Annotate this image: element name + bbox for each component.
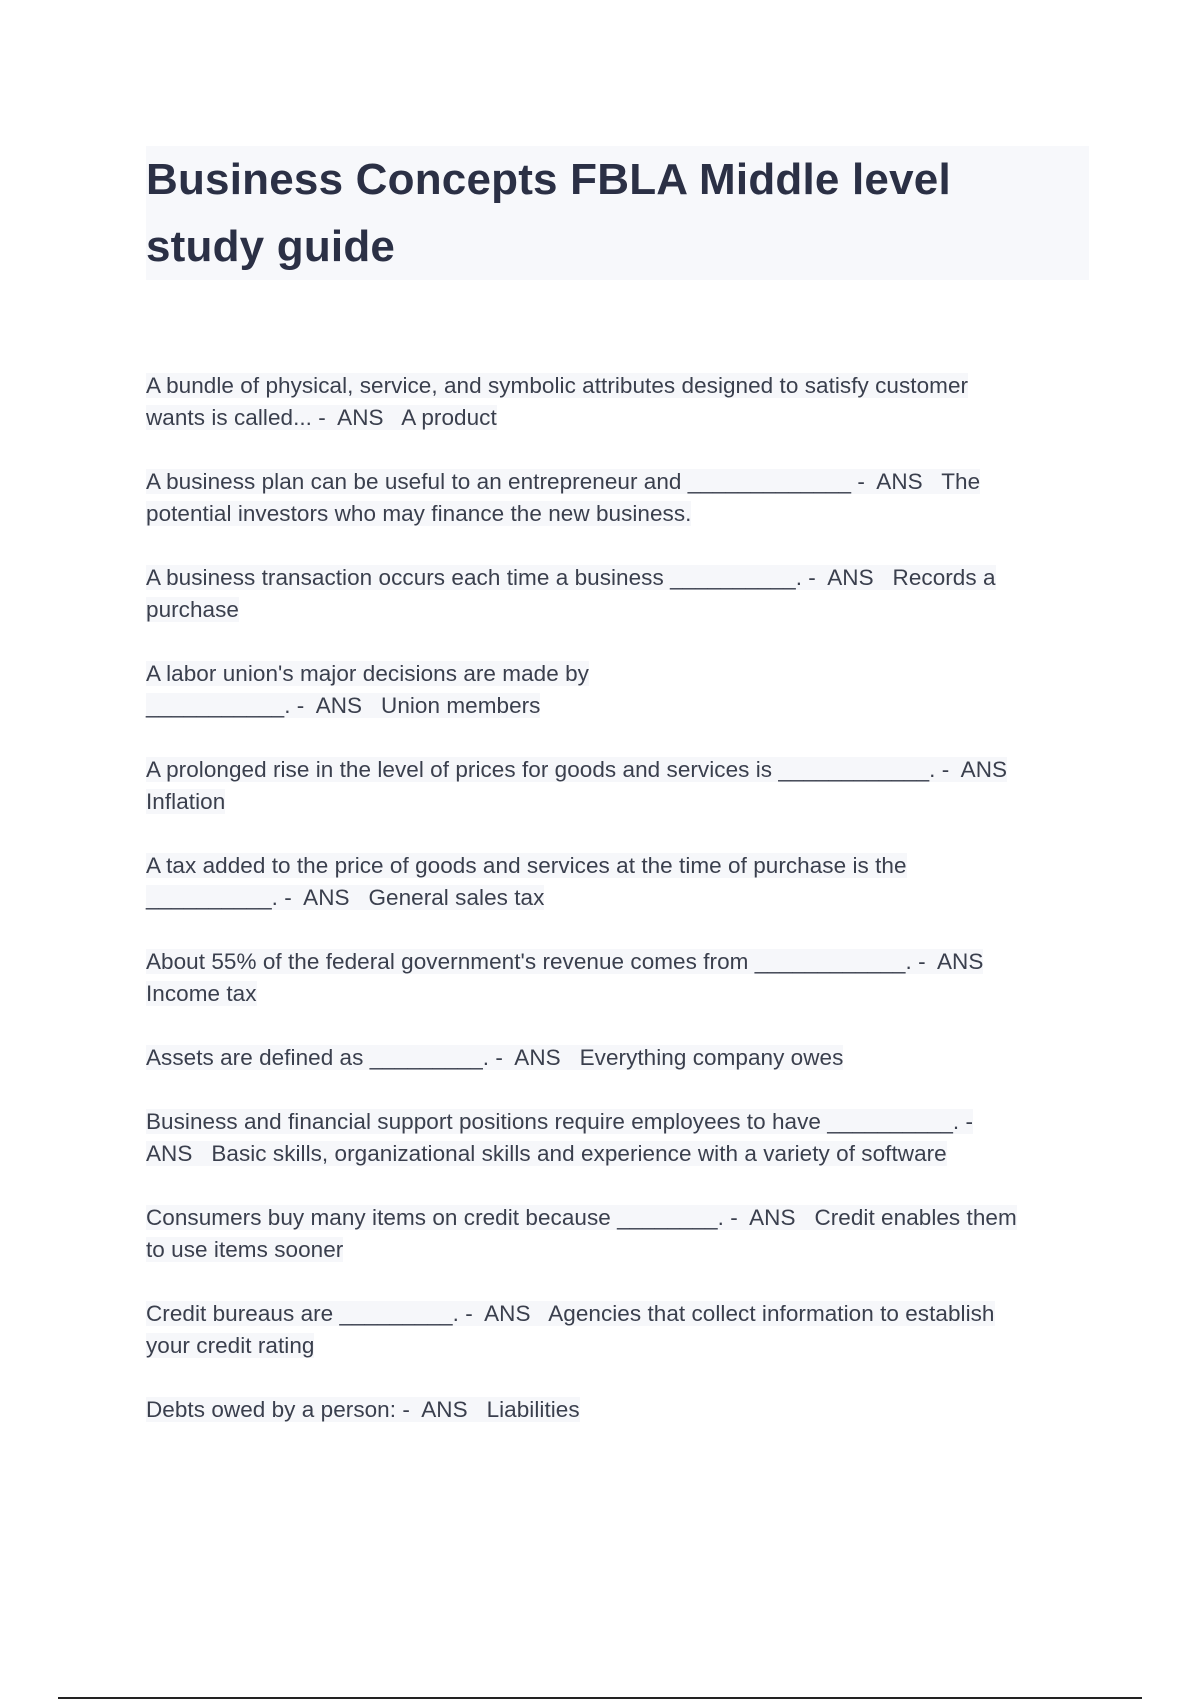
question-text: potential investors who may finance the new business. [146, 501, 692, 526]
question-item [146, 1202, 1096, 1266]
question-text: A tax added to the price of goods and services at the time of purchase is the [146, 853, 907, 878]
question-text: to use items sooner [146, 1237, 344, 1262]
question-text: About 55% of the federal government's revenue comes from ____________. - ANS [146, 949, 984, 974]
question-item [146, 946, 1096, 1010]
question-text: wants is called... - ANS A product [146, 405, 497, 430]
question-item [146, 1394, 1096, 1426]
question-text: ___________. - ANS Union members [146, 693, 541, 718]
question-text: Credit bureaus are _________. - ANS Agencies that collect information to establish [146, 1301, 995, 1326]
question-item [146, 658, 1096, 722]
question-item [146, 754, 1096, 818]
question-item [146, 1298, 1096, 1362]
title-line-2: study guide [146, 222, 396, 271]
question-text: Debts owed by a person: - ANS Liabilities [146, 1397, 580, 1422]
question-text: purchase [146, 597, 239, 622]
footer-divider [58, 1697, 1142, 1699]
title-block [146, 146, 1089, 280]
question-item [146, 850, 1096, 914]
question-text: Business and financial support positions require employees to have __________. - [146, 1109, 974, 1134]
question-item [146, 1042, 1096, 1074]
question-text: Income tax [146, 981, 257, 1006]
question-text: ANS Basic skills, organizational skills and experience with a variety of software [146, 1141, 947, 1166]
question-text: Inflation [146, 789, 226, 814]
question-text: __________. - ANS General sales tax [146, 885, 545, 910]
page-title [146, 146, 1089, 280]
question-item [146, 370, 1096, 434]
question-text: A business transaction occurs each time a business __________. - ANS Records a [146, 565, 996, 590]
question-item [146, 466, 1096, 530]
question-list [146, 370, 1096, 1458]
question-text: your credit rating [146, 1333, 315, 1358]
question-text: A business plan can be useful to an entrepreneur and _____________ - ANS The [146, 469, 981, 494]
question-text: A bundle of physical, service, and symbolic attributes designed to satisfy customer [146, 373, 969, 398]
question-item [146, 562, 1096, 626]
title-line-1: Business Concepts FBLA Middle level [146, 155, 951, 204]
question-text: A labor union's major decisions are made by [146, 661, 589, 686]
question-item [146, 1106, 1096, 1170]
question-text: Assets are defined as _________. - ANS Everything company owes [146, 1045, 844, 1070]
question-text: Consumers buy many items on credit because ________. - ANS Credit enables them [146, 1205, 1017, 1230]
question-text: A prolonged rise in the level of prices for goods and services is ____________. - ANS [146, 757, 1008, 782]
